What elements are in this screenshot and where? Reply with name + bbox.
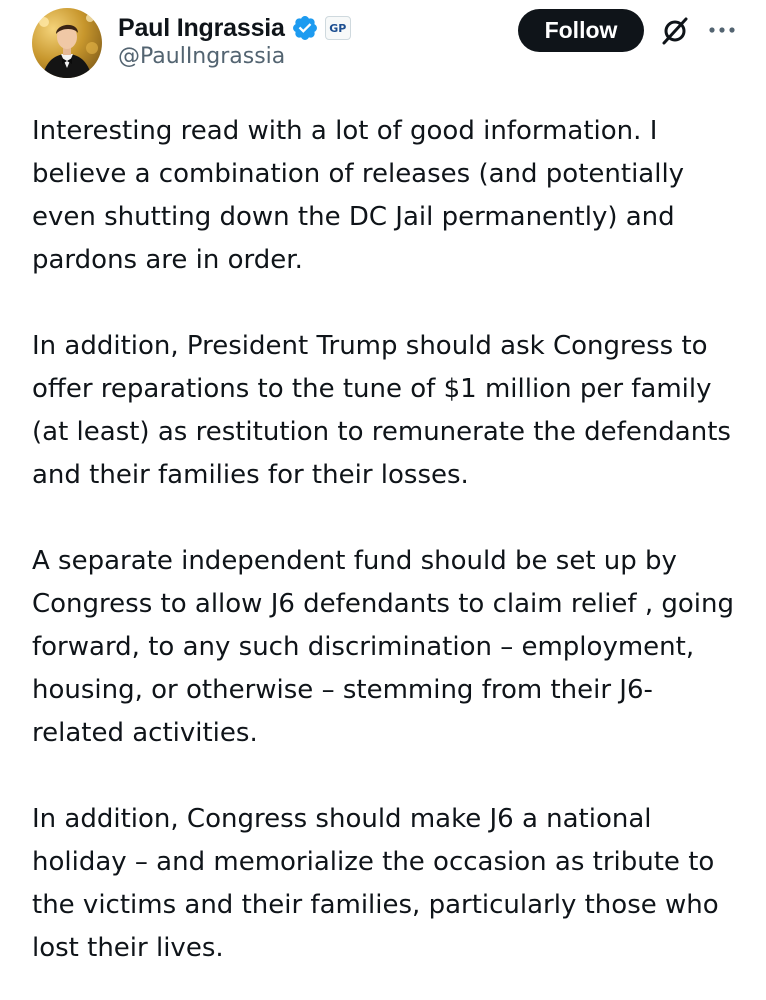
- author-name-row: [118, 10, 351, 46]
- tweet-paragraph: In addition, President Trump should ask Congress to offer reparations to the tune of $1 million per family (at least) as restitution to remunerate the defendants and their families for their losses.: [32, 331, 731, 490]
- author-avatar[interactable]: [32, 8, 102, 78]
- avatar-photo-icon: [32, 8, 102, 78]
- author-display-name[interactable]: Paul Ingrassia: [118, 13, 285, 42]
- author-handle[interactable]: @PaulIngrassia: [118, 44, 286, 69]
- tweet-paragraph: In addition, Congress should make J6 a national holiday – and memorialize the occasion as tribute to the victims and their families, particularly those who lost their lives.: [32, 804, 719, 963]
- tweet-paragraph: A separate independent fund should be set up by Congress to allow J6 defendants to claim relief , going forward, to any such discrimination – employment, housing, or otherwise – stemming from their J6-related activities.: [32, 546, 734, 748]
- affiliate-badge[interactable]: GP: [325, 16, 351, 40]
- tweet-text: [32, 110, 744, 970]
- verified-badge-icon[interactable]: [291, 14, 319, 42]
- follow-button[interactable]: Follow: [518, 9, 644, 52]
- tweet-paragraph: Interesting read with a lot of good information. I believe a combination of releases (and potentially even shutting down the DC Jail permanently) and pardons are in order.: [32, 116, 685, 275]
- more-options-icon[interactable]: [706, 20, 738, 40]
- grok-icon[interactable]: [660, 16, 690, 46]
